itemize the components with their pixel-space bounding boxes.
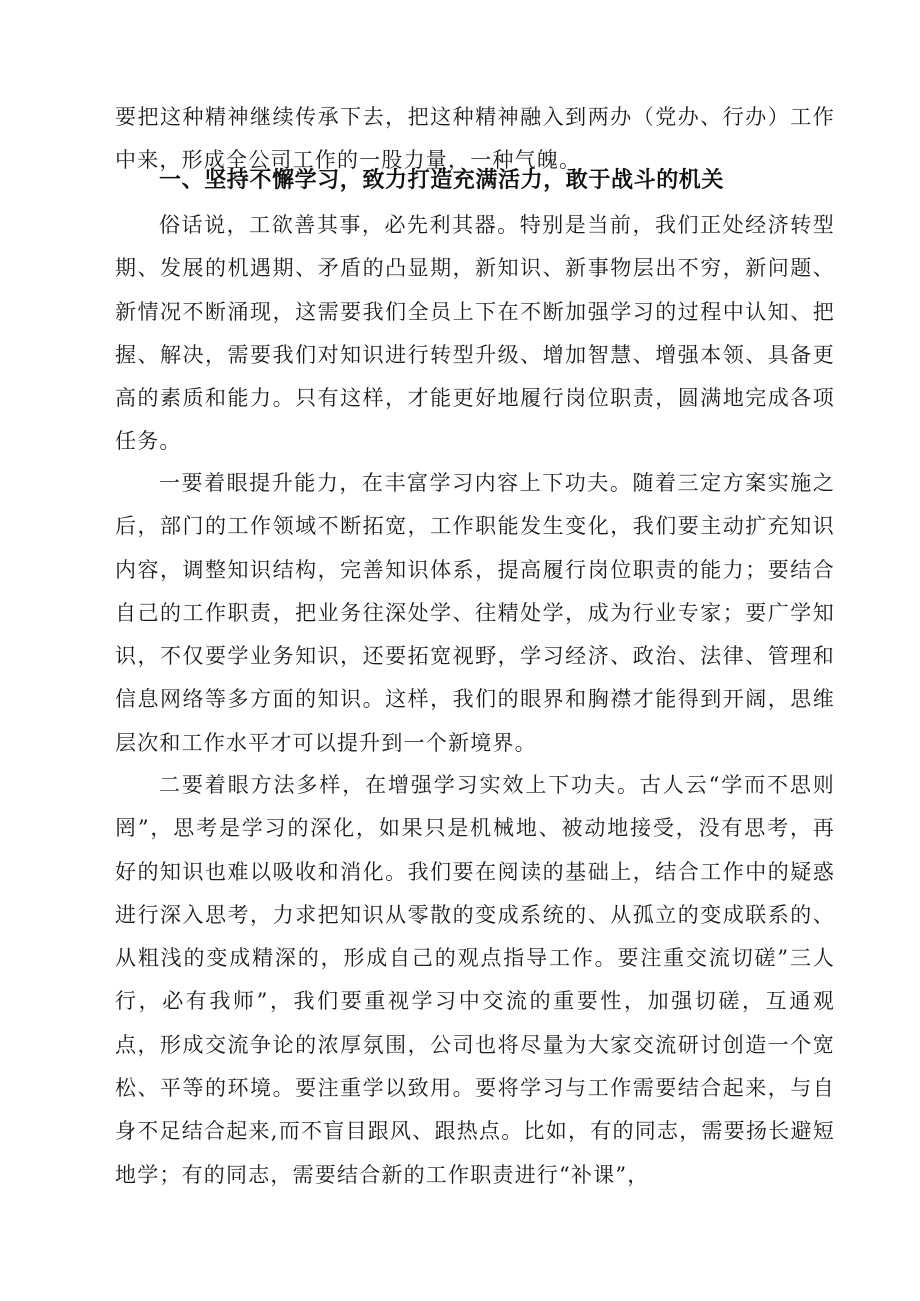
section-heading: 一、坚持不懈学习，致力打造充满活力，敢于战斗的机关 bbox=[159, 168, 725, 193]
intro-paragraph: 要把这种精神继续传承下去，把这种精神融入到两办（党办、行办）工作中来，形成全公司工作的一股力量，一种气魄。 bbox=[115, 105, 835, 173]
body-paragraph-1: 俗话说，工欲善其事，必先利其器。特别是当前，我们正处经济转型期、发展的机遇期、矛盾的凸显期，新知识、新事物层出不穷，新问题、新情况不断涌现，这需要我们全员上下在不断加强学习的过程中认知、把握、解决，需要我们对知识进行转型升级、增加智慧、增强本领、具备更高的素质和能力。只有这样，才能更好地履行岗位职责，圆满地完成各项任务。 bbox=[115, 213, 835, 454]
body-paragraph-3: 二要着眼方法多样，在增强学习实效上下功夫。古人云“学而不思则罔”，思考是学习的深化，如果只是机械地、被动地接受，没有思考，再好的知识也难以吸收和消化。我们要在阅读的基础上，结合工作中的疑惑进行深入思考，力求把知识从零散的变成系统的、从孤立的变成联系的、从粗浅的变成精深的，形成自己的观点指导工作。要注重交流切磋”三人行，必有我师”，我们要重视学习中交流的重要性，加强切磋，互通观点，形成交流争论的浓厚氛围，公司也将尽量为大家交流研讨创造一个宽松、平等的环境。要注重学以致用。要将学习与工作需要结合起来，与自身不足结合起来,而不盲目跟风、跟热点。比如，有的同志，需要扬长避短地学；有的同志，需要结合新的工作职责进行“补课”， bbox=[115, 773, 835, 1187]
body-paragraph-2: 一要着眼提升能力，在丰富学习内容上下功夫。随着三定方案实施之后，部门的工作领域不断拓宽，工作职能发生变化，我们要主动扩充知识内容，调整知识结构，完善知识体系，提高履行岗位职责的能力；要结合自己的工作职责，把业务往深处学、往精处学，成为行业专家；要广学知识，不仅要学业务知识，还要拓宽视野，学习经济、政治、法律、管理和信息网络等多方面的知识。这样，我们的眼界和胸襟才能得到开阔，思维层次和工作水平才可以提升到一个新境界。 bbox=[115, 471, 835, 755]
